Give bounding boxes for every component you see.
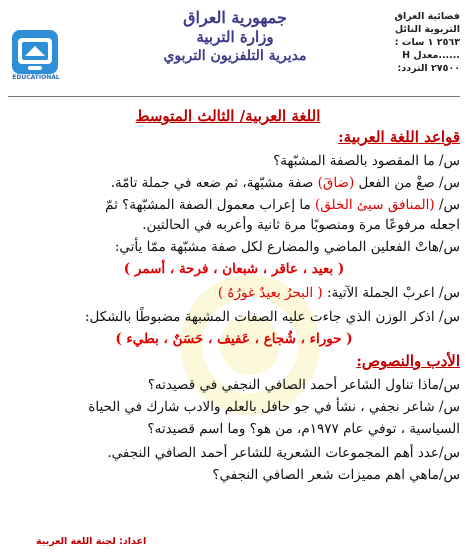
- question-6: س/ اذكر الوزن الذي جاءت عليه الصفات المشبهة مضبوطًا بالشكل:: [85, 309, 460, 325]
- channel-line: ......معدل H: [402, 50, 460, 61]
- literature-section-heading: الأدب والنصوص:: [356, 352, 460, 370]
- document-header: [0, 0, 468, 100]
- question-6-words: ( حوراء ، شُجاع ، عَفيف ، حَسَنٌ ، بطيء ): [115, 331, 353, 347]
- directorate-name: مديرية التلفزيون التربوي: [163, 48, 307, 64]
- grammar-section-heading: قواعد اللغة العربية:: [338, 128, 460, 146]
- question-9: س/عدد أهم المجموعات الشعرية للشاعر أحمد الصافي النجفي.: [107, 445, 460, 461]
- question-3: س/ (المنافق سيئ الخلق) ما إعراب معمول الصفة المشبّهة؟ ثمّ: [105, 197, 460, 213]
- subject-title: اللغة العربية/ الثالث المتوسط: [135, 107, 321, 125]
- channel-line: ٢٥٦٣ ١ سات :: [394, 37, 460, 48]
- question-10: س/ماهي اهم مميزات شعر الصافي النجفي؟: [212, 467, 460, 483]
- question-4: س/هاتْ الفعلين الماضي والمضارع لكل صفة مشبّهة ممّا يأتي:: [114, 239, 460, 255]
- question-3-cont: اجعله مرفوعًا مرة ومنصوبًا مرة ثانية وأعربه في الحالتين.: [142, 217, 460, 233]
- channel-line: فضائية العراق: [394, 11, 460, 22]
- header-divider: [8, 96, 460, 97]
- republic-title: جمهورية العراق: [183, 8, 287, 27]
- logo-caption: EDUCATIONAL: [12, 74, 60, 81]
- prepared-by-footer: اعداد: لجنة اللغة العربية: [36, 536, 147, 547]
- channel-line: ٢٧٥٠٠ التردد:: [397, 63, 460, 74]
- ministry-name: وزارة التربية: [196, 28, 274, 46]
- question-8: س/ شاعر نجفي ، نشأ في جو حافل بالعلم والادب شارك في الحياة: [88, 399, 460, 415]
- ministry-title: [160, 8, 310, 66]
- channel-info: [340, 10, 460, 75]
- question-5: س/ اعربْ الجملة الآتية: ( البحرُ بعيدٌ غورُهُ ): [217, 285, 460, 301]
- channel-line: التربوية النائل: [394, 24, 460, 35]
- question-8-cont: السياسية ، توفي عام ١٩٧٧م، من هو؟ وما اسم قصيدته؟: [147, 421, 460, 437]
- question-7: س/ماذا تناول الشاعر أحمد الصافي النجفي في قصيدته؟: [147, 377, 460, 393]
- question-1: س/ ما المقصود بالصفة المشبّهة؟: [273, 153, 460, 169]
- question-2: س/ صغْ من الفعل (ضاقَ) صفة مشبّهة، ثم ضعه في جملة تامّة.: [110, 175, 460, 191]
- question-4-words: ( بعيد ، عاقر ، شبعان ، فرحة ، أسمر ): [123, 261, 345, 277]
